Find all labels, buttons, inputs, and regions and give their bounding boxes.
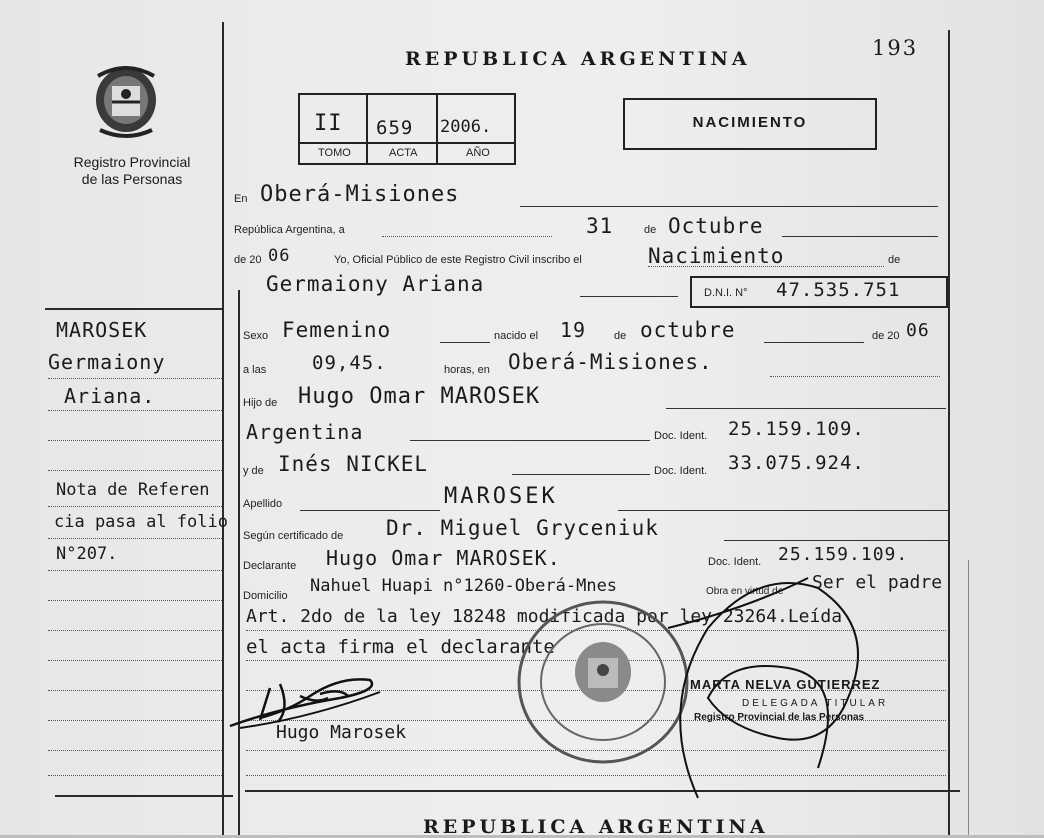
record-box-divider <box>436 95 438 163</box>
label-a-las: a las <box>243 364 267 376</box>
registry-line-2: de las Personas <box>81 171 183 187</box>
margin-line <box>48 378 222 379</box>
dni-label: D.N.I. N° <box>704 287 748 299</box>
label-de: de <box>644 224 657 236</box>
month-value: Octubre <box>668 214 764 238</box>
margin-line <box>48 570 222 571</box>
declarant-doc-value: 25.159.109. <box>778 544 909 565</box>
label-obra-virtud: Obra en virtud de <box>706 586 784 597</box>
registry-name <box>62 154 202 188</box>
margin-bottom-rule <box>55 795 233 797</box>
provincial-emblem-icon <box>88 58 164 140</box>
label-doc-ident-3: Doc. Ident. <box>708 556 762 568</box>
line <box>580 296 678 297</box>
label-doc-ident: Doc. Ident. <box>654 430 708 442</box>
line <box>520 206 938 207</box>
mother-doc-value: 33.075.924. <box>728 452 865 474</box>
declarant-signature-name: Hugo Marosek <box>276 722 407 743</box>
margin-line <box>48 506 222 507</box>
document-title-bottom: REPUBLICA ARGENTINA <box>423 816 769 838</box>
margin-line <box>48 775 222 776</box>
label-horas-en: horas, en <box>444 364 490 376</box>
label-doc-ident-2: Doc. Ident. <box>654 465 708 477</box>
line <box>666 408 946 409</box>
label-en: En <box>234 193 248 205</box>
line <box>410 440 650 441</box>
registry-line-1: Registro Provincial <box>73 154 191 170</box>
anio-label: AÑO <box>466 147 490 159</box>
line <box>618 510 948 511</box>
label-declarante: Declarante <box>243 560 297 572</box>
anio-value: 2006. <box>440 117 492 137</box>
margin-line <box>48 630 222 631</box>
margin-top-rule <box>45 308 223 310</box>
margin-line <box>48 440 222 441</box>
act-value: Nacimiento <box>648 244 785 268</box>
margin-note-1: Nota de Referen <box>56 480 210 500</box>
margin-note-3: N°207. <box>56 544 118 564</box>
label-segun-certificado: Según certificado de <box>243 530 344 542</box>
official-name: MARTA NELVA GUTIERREZ <box>690 677 881 692</box>
tomo-value: II <box>314 111 343 136</box>
margin-name-2: Ariana. <box>64 384 156 408</box>
address-value: Nahuel Huapi n°1260-Oberá-Mnes <box>310 576 618 596</box>
record-box-rule <box>300 142 514 144</box>
reason-value: Ser el padre <box>812 572 943 593</box>
label-yo-oficial: Yo, Oficial Público de este Registro Civil inscribo el <box>334 254 582 266</box>
margin-line <box>48 410 222 411</box>
record-type-box <box>623 98 877 150</box>
label-y-de: y de <box>243 465 264 477</box>
tomo-label: TOMO <box>318 147 351 159</box>
line <box>724 540 948 541</box>
line <box>300 510 440 511</box>
margin-line <box>48 600 222 601</box>
label-hijo-de: Hijo de <box>243 397 278 409</box>
margin-name-1: Germaiony <box>48 350 166 374</box>
record-box-divider <box>366 95 368 163</box>
hour-value: 09,45. <box>312 352 387 374</box>
acta-value: 659 <box>376 117 414 139</box>
place-value: Oberá-Misiones <box>260 182 460 207</box>
father-name-value: Hugo Omar MAROSEK <box>298 384 541 409</box>
line <box>440 342 490 343</box>
father-doc-value: 25.159.109. <box>728 418 865 440</box>
child-name-value: Germaiony Ariana <box>266 272 485 296</box>
birth-day-value: 19 <box>560 318 587 342</box>
birth-month-value: octubre <box>640 318 736 342</box>
label-sexo: Sexo <box>243 330 269 342</box>
page-number: 193 <box>872 36 919 60</box>
margin-line <box>48 470 222 471</box>
label-de-20-2: de 20 <box>872 330 900 342</box>
margin-line <box>48 750 222 751</box>
dni-value: 47.535.751 <box>776 279 901 301</box>
day-value: 31 <box>586 214 614 238</box>
declarant-value: Hugo Omar MAROSEK. <box>326 546 561 570</box>
label-republica-a: República Argentina, a <box>234 224 345 236</box>
mother-name-value: Inés NICKEL <box>278 452 429 476</box>
note-line-2: Art. 2do de la ley 18248 modificada por ley 23264.Leída <box>246 606 843 627</box>
label-de-20: de 20 <box>234 254 262 266</box>
official-role: DELEGADA TITULAR <box>742 698 889 709</box>
birth-year-value: 06 <box>906 320 930 341</box>
dni-box <box>690 276 948 308</box>
line <box>382 236 552 237</box>
year-value: 06 <box>268 246 291 266</box>
margin-line <box>48 660 222 661</box>
right-margin-line <box>948 30 950 835</box>
margin-line <box>48 690 222 691</box>
line <box>782 236 938 237</box>
margin-line <box>48 538 222 539</box>
label-de-end: de <box>888 254 901 266</box>
document-title: REPUBLICA ARGENTINA <box>405 48 751 70</box>
line <box>648 266 884 267</box>
certificate-value: Dr. Miguel Gryceniuk <box>386 516 659 540</box>
record-number-box <box>298 93 516 165</box>
line <box>512 474 650 475</box>
label-apellido: Apellido <box>243 498 283 510</box>
margin-surname: MAROSEK <box>56 318 148 342</box>
label-nacido-el: nacido el <box>494 330 539 342</box>
birth-place-value: Oberá-Misiones. <box>508 350 713 374</box>
label-domicilio: Domicilio <box>243 590 288 602</box>
line <box>764 342 864 343</box>
label-de-2: de <box>614 330 627 342</box>
margin-line <box>48 720 222 721</box>
surname-value: MAROSEK <box>444 484 558 509</box>
right-edge-line <box>968 560 969 835</box>
official-organization: Registro Provincial de las Personas <box>694 712 865 723</box>
sex-value: Femenino <box>282 318 392 342</box>
inner-margin-line <box>238 290 240 835</box>
note-line-3: el acta firma el declarante <box>246 636 555 658</box>
record-type: NACIMIENTO <box>692 114 808 131</box>
acta-label: ACTA <box>389 147 418 159</box>
margin-note-2: cia pasa al folio <box>54 512 228 532</box>
nationality-value: Argentina <box>246 420 364 444</box>
line <box>770 376 940 377</box>
